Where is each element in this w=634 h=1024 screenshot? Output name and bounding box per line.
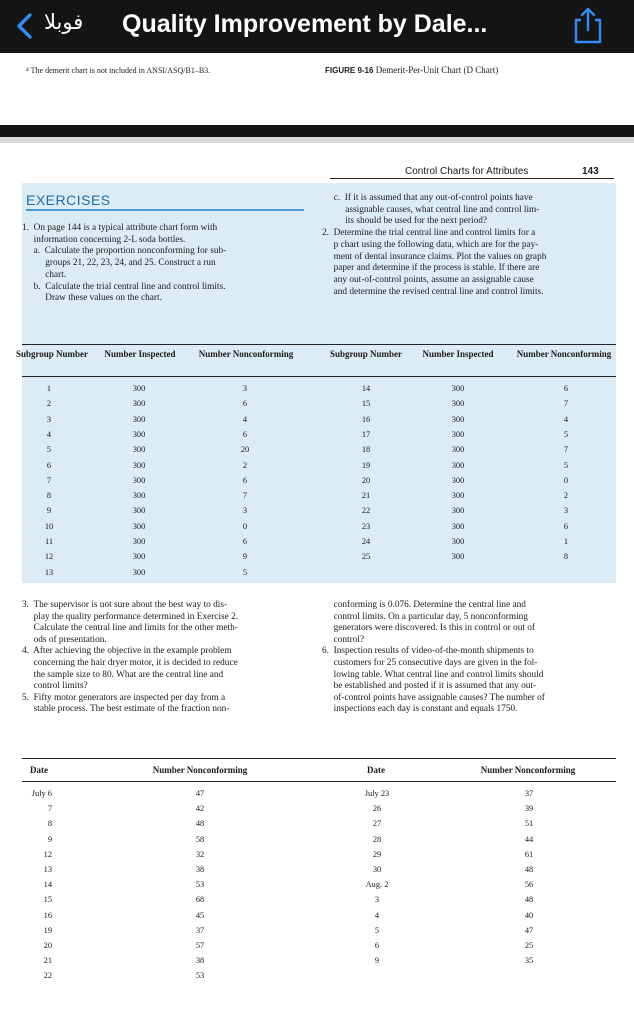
table-cell: 45 xyxy=(195,910,205,920)
exercises-heading: EXERCISES xyxy=(26,192,111,208)
exercise-line: Calculate the central line and limits for the other meth- xyxy=(22,623,238,634)
table-cell: 20 xyxy=(361,475,371,485)
exercise-line: its should be used for the next period? xyxy=(322,216,487,227)
share-icon[interactable] xyxy=(570,5,606,45)
table-cell: 38 xyxy=(195,956,205,966)
exercise-line: b. Calculate the trial central line and control limits. xyxy=(22,281,226,292)
exercise-line: p chart using the following data, which are for the pay- xyxy=(322,239,539,250)
table-cell: 6 xyxy=(563,384,569,393)
table-cell: 300 xyxy=(132,537,146,546)
table-header: Number Nonconforming xyxy=(516,349,612,359)
table-cell: 19 xyxy=(361,460,371,470)
table-cell: 48 xyxy=(524,865,534,874)
table-cell: 53 xyxy=(195,971,205,981)
table-cell: 47 xyxy=(524,925,534,935)
table-cell: 6 xyxy=(242,475,248,485)
table-cell: 37 xyxy=(524,789,534,798)
table-cell: 11 xyxy=(44,537,54,546)
table-cell: 7 xyxy=(242,491,248,501)
table-cell: 22 xyxy=(361,506,371,516)
table-cell: 17 xyxy=(361,429,371,439)
exercise-line: customers for 25 consecutive days are given in the fol- xyxy=(322,658,538,668)
exercise-line: ods of presentation. xyxy=(22,634,107,645)
table-cell: 300 xyxy=(132,399,146,409)
table-rule xyxy=(22,758,616,759)
table-cell: 47 xyxy=(195,789,205,798)
exercise-line: 5. Fifty motor generators are inspected per day from a xyxy=(22,692,226,703)
table-cell: 14 xyxy=(361,384,371,393)
table-cell: 300 xyxy=(132,475,146,485)
exercise-line: Draw these values on the chart. xyxy=(22,293,162,304)
table-cell: 15 xyxy=(361,399,371,409)
table-date-cell: 9 xyxy=(374,956,380,966)
table-date-cell: 9 xyxy=(47,834,52,844)
table-cell: 20 xyxy=(240,445,250,455)
table-cell: 3 xyxy=(242,506,248,516)
table-date-cell: 19 xyxy=(43,925,52,935)
previous-page-fragment xyxy=(0,53,634,125)
exercise-line: assignable causes, what central line and control lim- xyxy=(322,204,540,215)
table-date-cell: 28 xyxy=(372,834,382,844)
table-cell: 37 xyxy=(195,925,205,935)
table-cell: 35 xyxy=(524,956,534,966)
table-cell: 39 xyxy=(524,804,534,814)
table-cell: 61 xyxy=(524,849,534,859)
table-cell: 48 xyxy=(195,819,205,829)
table-cell: 300 xyxy=(451,552,465,562)
table-cell: 1 xyxy=(563,537,569,546)
table-cell: 5 xyxy=(563,429,569,439)
table-cell: 300 xyxy=(132,445,146,455)
table-header: Number Nonconforming xyxy=(198,349,294,359)
exercise-line: be established and posted if it is assumed that any out- xyxy=(322,681,537,692)
table-rule xyxy=(22,344,616,345)
table-cell: 6 xyxy=(242,429,248,439)
table-cell: 2 xyxy=(563,491,569,501)
table-date-cell: Aug. 2 xyxy=(365,880,389,890)
exercise-line: conforming is 0.076. Determine the central line and xyxy=(322,600,526,610)
table-cell: 4 xyxy=(242,414,248,424)
table-cell: 25 xyxy=(524,941,534,950)
exercise-line: c. If it is assumed that any out-of-control points have xyxy=(322,193,533,203)
table-date-cell: 7 xyxy=(47,804,52,814)
table-cell: 40 xyxy=(524,910,534,920)
table-cell: 6 xyxy=(563,521,569,531)
exercise-line: 1. On page 144 is a typical attribute chart form with xyxy=(22,223,218,233)
table-header: Number Nonconforming xyxy=(480,765,576,775)
table-cell: 8 xyxy=(563,552,569,562)
app-bar xyxy=(0,0,634,53)
table-cell: 2 xyxy=(46,399,52,409)
table-date-cell: July 6 xyxy=(31,789,52,798)
table-cell: 300 xyxy=(132,491,146,501)
table-header: Subgroup Number xyxy=(329,349,403,359)
table-cell: 300 xyxy=(451,537,465,546)
table-cell: 42 xyxy=(195,804,205,814)
table-cell: 300 xyxy=(451,414,465,424)
table-cell: 44 xyxy=(524,834,534,844)
table-cell: 56 xyxy=(524,880,534,890)
table-cell: 300 xyxy=(451,460,465,470)
figure-title: Demerit-Per-Unit Chart (D Chart) xyxy=(375,65,499,75)
running-head: Control Charts for Attributes xyxy=(405,166,529,177)
table-cell: 300 xyxy=(132,567,146,577)
exercise-line: 4. After achieving the objective in the example problem xyxy=(22,646,232,657)
table-date-cell: 12 xyxy=(43,849,52,859)
table-cell: 9 xyxy=(46,506,52,516)
table-header: Subgroup Number xyxy=(15,349,89,359)
table-cell: 2 xyxy=(242,460,248,470)
table-date-cell: 14 xyxy=(43,880,52,890)
table-date-cell: 26 xyxy=(372,804,382,814)
table-date-cell: 27 xyxy=(372,819,382,829)
table-cell: 300 xyxy=(451,506,465,516)
table-cell: 18 xyxy=(361,445,371,455)
table-rule xyxy=(22,376,616,377)
exercise-line: a. Calculate the proportion nonconforming for sub- xyxy=(22,246,227,257)
table-date-cell: 21 xyxy=(43,956,52,966)
table-cell: 24 xyxy=(361,537,371,546)
back-chevron-icon[interactable] xyxy=(10,11,40,41)
table-cell: 300 xyxy=(132,552,146,562)
exercise-line: inspections each day is constant and equals 1750. xyxy=(322,704,518,715)
table-cell: 1 xyxy=(46,384,52,393)
table-cell: 3 xyxy=(46,414,52,424)
table-cell: 5 xyxy=(242,567,248,577)
table-rule xyxy=(22,781,616,782)
table-cell: 3 xyxy=(563,506,569,516)
table-date-cell: 29 xyxy=(372,849,382,859)
table-date-cell: 22 xyxy=(43,971,52,981)
exercise-line: and determine the revised central line and control limits. xyxy=(322,286,544,297)
table-cell: 7 xyxy=(563,399,569,409)
figure-caption xyxy=(325,65,498,75)
table-cell: 32 xyxy=(195,849,205,859)
exercise-line: of-control points have assignable causes? The number of xyxy=(322,692,545,703)
header-rule xyxy=(330,178,614,179)
exercise-line: control limits? xyxy=(22,681,88,692)
table-cell: 23 xyxy=(361,521,371,531)
table-cell: 7 xyxy=(563,445,569,455)
table-cell: 300 xyxy=(132,460,146,470)
table-date-cell: 8 xyxy=(47,819,52,829)
table-cell: 300 xyxy=(132,414,146,424)
table-date-cell: 6 xyxy=(374,941,380,950)
table-cell: 25 xyxy=(361,552,371,562)
exercise-line: the sample size to 80. What are the central line and xyxy=(22,669,224,680)
exercise-line: play the quality performance determined in Exercise 2. xyxy=(22,611,239,622)
page-separator xyxy=(0,125,634,137)
exercise-line: control? xyxy=(322,634,365,645)
table-header: Date xyxy=(30,765,48,775)
exercise-line: stable process. The best estimate of the fraction non- xyxy=(22,704,230,715)
table-cell: 300 xyxy=(451,429,465,439)
table-date-cell: 5 xyxy=(374,925,380,935)
table-cell: 300 xyxy=(132,429,146,439)
table-cell: 300 xyxy=(451,491,465,501)
document-title: Quality Improvement by Dale... xyxy=(122,10,488,38)
table-cell: 38 xyxy=(195,865,205,874)
table-cell: 4 xyxy=(563,414,569,424)
table-date-cell: 4 xyxy=(374,910,380,920)
table-cell: 300 xyxy=(451,384,465,393)
table-cell: 13 xyxy=(44,567,54,577)
table-cell: 10 xyxy=(44,521,54,531)
exercise-line: lowing table. What central line and control limits should xyxy=(322,669,544,680)
table-header: Number Nonconforming xyxy=(152,765,248,775)
figure-label: FIGURE 9-16 xyxy=(325,66,374,75)
table-cell: 4 xyxy=(46,429,52,439)
table-cell: 21 xyxy=(361,491,371,501)
table-cell: 5 xyxy=(563,460,569,470)
table-cell: 300 xyxy=(451,475,465,485)
exercise-line: any out-of-control points, assume an assignable cause xyxy=(322,274,534,285)
table-cell: 6 xyxy=(242,537,248,546)
exercise-line: paper and determine if the process is stable. If there are xyxy=(322,263,540,274)
table-date-cell: 15 xyxy=(43,895,52,905)
table-cell: 6 xyxy=(242,399,248,409)
exercise-line: concerning the hair dryer motor, it is decided to reduce xyxy=(22,658,238,668)
table-cell: 48 xyxy=(524,895,534,905)
table-cell: 300 xyxy=(132,506,146,516)
table-cell: 300 xyxy=(451,399,465,409)
table-header: Number Inspected xyxy=(422,349,494,359)
table-date-cell: July 23 xyxy=(364,789,390,798)
exercises-heading-rule xyxy=(26,209,304,211)
table-header: Number Inspected xyxy=(104,349,176,359)
table-date-cell: 30 xyxy=(372,865,382,874)
exercise-line: ment of dental insurance claims. Plot the values on graph xyxy=(322,251,547,262)
table-cell: 68 xyxy=(195,895,205,905)
exercise-line: 6. Inspection results of video-of-the-month shipments to xyxy=(322,646,534,657)
page-number: 143 xyxy=(582,166,599,177)
table-date-cell: 20 xyxy=(43,941,52,950)
table-cell: 53 xyxy=(195,880,205,890)
exercise-line: generators were discovered. Is this in control or out of xyxy=(322,623,535,634)
table-cell: 0 xyxy=(563,475,569,485)
exercise-line: control limits. On a particular day, 5 nonconforming xyxy=(322,611,528,622)
table-cell: 7 xyxy=(46,475,52,485)
table-header: Date xyxy=(367,765,385,775)
table-cell: 300 xyxy=(132,384,146,393)
exercise-line: 3. The supervisor is not sure about the best way to dis- xyxy=(22,600,228,610)
table-cell: 0 xyxy=(242,521,248,531)
page-separator-shadow xyxy=(0,137,634,143)
footnote: ⁴ The demerit chart is not included in ANSI/ASQ/B1–B3. xyxy=(26,66,211,75)
exercise-line: information concerning 2-L soda bottles. xyxy=(22,234,186,245)
table-cell: 16 xyxy=(361,414,371,424)
exercise-line: chart. xyxy=(22,269,67,280)
table-cell: 51 xyxy=(524,819,534,829)
back-button-label[interactable]: فوبلا xyxy=(44,10,84,34)
table-cell: 12 xyxy=(44,552,54,562)
table-cell: 58 xyxy=(195,834,205,844)
table-cell: 9 xyxy=(242,552,248,562)
table-cell: 3 xyxy=(242,384,248,393)
table-cell: 300 xyxy=(451,521,465,531)
exercise-line: groups 21, 22, 23, 24, and 25. Construct a run xyxy=(22,258,216,269)
table-cell: 300 xyxy=(132,521,146,531)
table-cell: 300 xyxy=(451,445,465,455)
table-cell: 8 xyxy=(46,491,52,501)
table-cell: 5 xyxy=(46,445,52,455)
table-cell: 6 xyxy=(46,460,52,470)
table-date-cell: 16 xyxy=(43,910,52,920)
exercise-line: 2. Determine the trial central line and control limits for a xyxy=(322,228,536,239)
table-date-cell: 3 xyxy=(374,895,380,905)
table-date-cell: 13 xyxy=(43,865,52,874)
table-cell: 57 xyxy=(195,941,205,950)
